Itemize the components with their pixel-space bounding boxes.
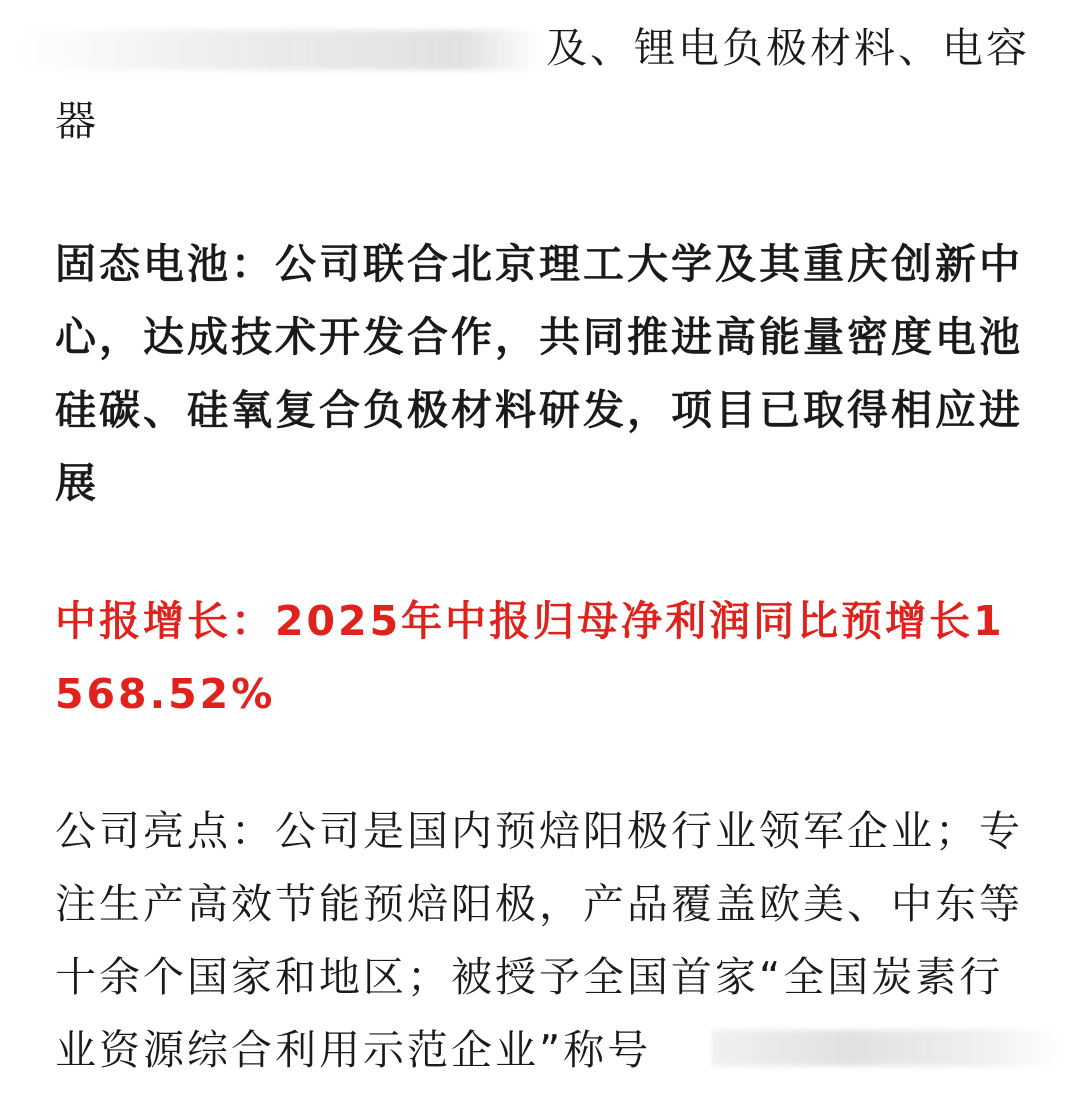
top-fragment-line1: 及、锂电负极材料、电容	[546, 24, 1030, 72]
growth-paragraph: 中报增长：2025年中报归母净利润同比预增长1568.52%	[55, 597, 1005, 718]
faded-overlay-top	[18, 30, 540, 70]
highlights-paragraph: 公司亮点：公司是国内预焙阳极行业领军企业；专注生产高效节能预焙阳极，产品覆盖欧美、中东等十余个国家和地区；被授予全国首家“全国炭素行业资源综合利用示范企业”称号	[55, 807, 1023, 1074]
faded-overlay-bottom	[712, 1030, 1064, 1066]
solid-state-paragraph: 固态电池：公司联合北京理工大学及其重庆创新中心，达成技术开发合作，共同推进高能量密度电池硅碳、硅氧复合负极材料研发，项目已取得相应进展	[55, 240, 1023, 507]
top-fragment-line2: 器	[55, 97, 99, 145]
